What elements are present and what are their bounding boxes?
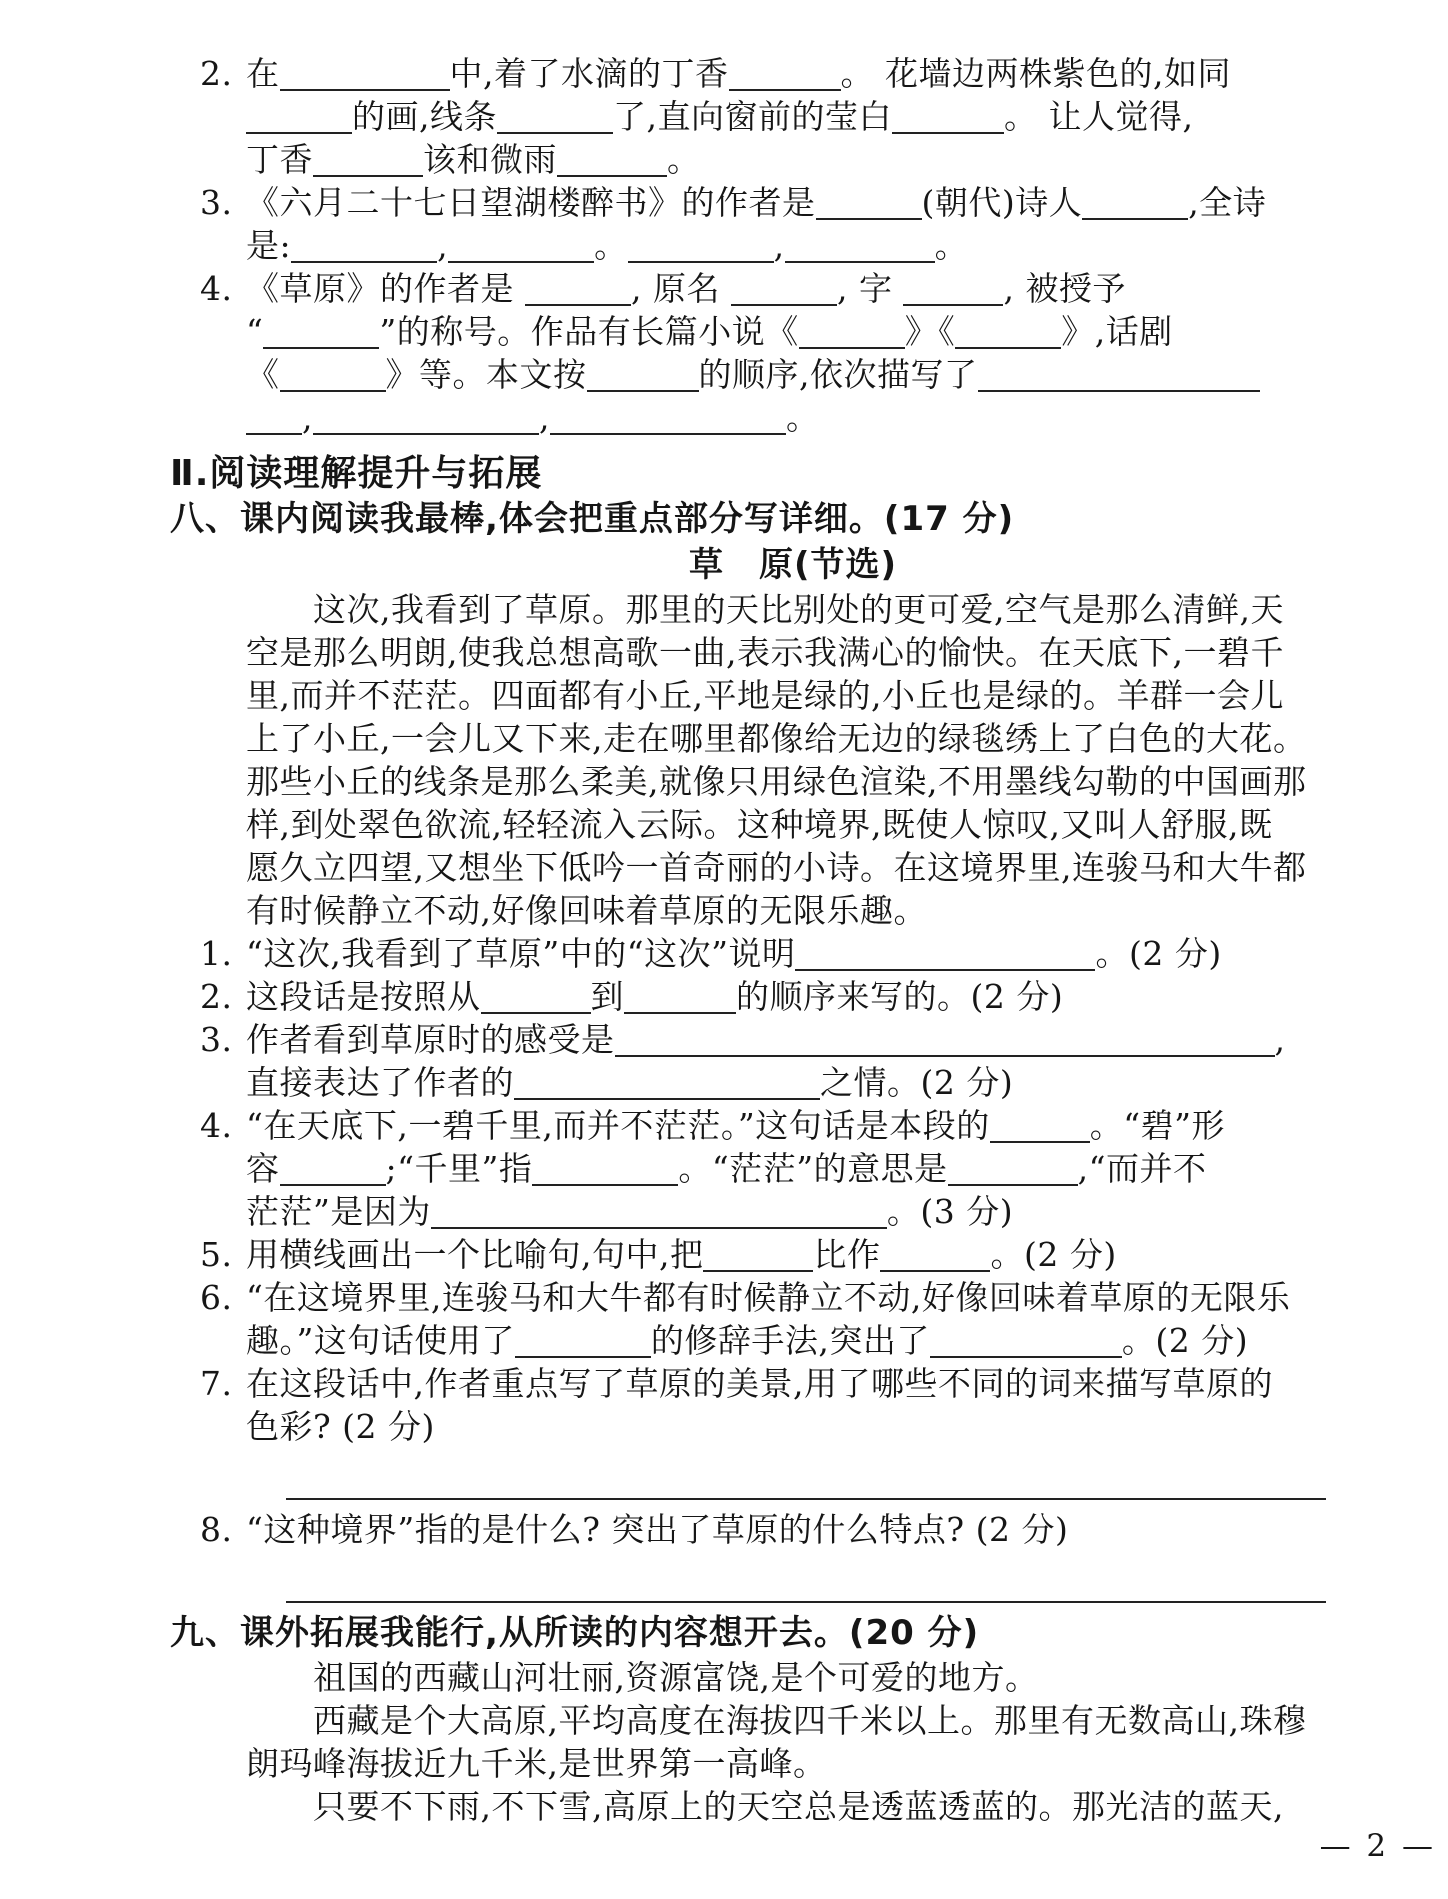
question-number: 3.	[200, 183, 233, 222]
fill-in-blank	[313, 143, 423, 177]
fill-in-blank	[785, 229, 935, 263]
text-line	[200, 1276, 1340, 1319]
passage-line: 空是那么明朗,使我总想高歌一曲,表示我满心的愉快。在天底下,一碧千	[246, 633, 1284, 672]
fill-in-blank	[1082, 186, 1188, 220]
text-segment: 该和微雨	[423, 140, 557, 179]
text-segment: 。	[667, 140, 701, 179]
fill-in-blank	[816, 186, 922, 220]
text-line	[246, 353, 1340, 396]
passage-paragraph	[246, 1656, 1340, 1828]
text-segment: ,	[539, 398, 550, 437]
text-segment: “这次,我看到了草原”中的“这次”说明	[246, 934, 796, 973]
text-segment: ,	[302, 398, 313, 437]
fill-in-blank	[930, 1324, 1122, 1358]
answer-line	[286, 1587, 1326, 1603]
text-segment: 比作	[813, 1235, 881, 1274]
fill-in-blank	[615, 1023, 1275, 1057]
text-segment: 容	[246, 1149, 280, 1188]
text-segment: ,	[437, 226, 449, 265]
answer-line	[286, 1484, 1326, 1500]
fill-in-blank	[550, 401, 786, 435]
question-item	[200, 975, 1340, 1018]
text-segment: ,全诗	[1188, 183, 1267, 222]
fill-in-blank	[990, 1109, 1090, 1143]
text-segment: 是:	[246, 226, 292, 265]
text-segment: 直接表达了作者的	[246, 1063, 514, 1102]
text-line	[246, 1405, 1340, 1448]
fill-in-blank	[481, 980, 591, 1014]
text-line	[200, 52, 1340, 95]
text-line	[246, 138, 1340, 181]
question-item	[200, 932, 1340, 975]
text-segment: 作者看到草原时的感受是	[246, 1020, 615, 1059]
text-segment: “在这境界里,连骏马和大牛都有时候静立不动,好像回味着草原的无限乐	[246, 1278, 1291, 1317]
text-line	[200, 932, 1340, 975]
text-segment: ;“千里”指	[385, 1149, 533, 1188]
text-segment: 中,着了水滴的丁香	[449, 54, 729, 93]
text-segment: 。 让人觉得,	[1004, 97, 1194, 136]
text-segment: 。(3 分)	[886, 1192, 1014, 1231]
passage-line: 西藏是个大高原,平均高度在海拔四千米以上。那里有无数高山,珠穆	[246, 1701, 1307, 1740]
fill-in-blank	[795, 937, 1095, 971]
text-segment: , 原名	[631, 269, 731, 308]
text-segment: 。(2 分)	[990, 1235, 1117, 1274]
page-number: — 2 —	[1319, 1828, 1436, 1864]
text-segment: 。(2 分)	[1121, 1321, 1249, 1360]
passage-line: 朗玛峰海拔近九千米,是世界第一高峰。	[246, 1744, 827, 1783]
question-item	[200, 1276, 1340, 1362]
text-segment: 。“茫茫”的意思是	[678, 1149, 948, 1188]
question-item	[200, 1362, 1340, 1448]
text-line	[200, 975, 1340, 1018]
fill-in-blank	[431, 1195, 887, 1229]
passage-title: 草 原(节选)	[688, 545, 898, 585]
text-segment: 在	[246, 54, 280, 93]
fill-in-blank	[280, 1152, 386, 1186]
text-line	[200, 1508, 1340, 1551]
text-segment: 《	[246, 355, 280, 394]
text-line	[200, 1018, 1340, 1061]
text-line	[246, 95, 1340, 138]
text-line	[246, 396, 1340, 439]
passage-line: 祖国的西藏山河壮丽,资源富饶,是个可爱的地方。	[246, 1658, 1039, 1697]
fill-in-blank	[557, 143, 667, 177]
fill-in-blank	[532, 1152, 678, 1186]
text-segment: 《六月二十七日望湖楼醉书》的作者是	[246, 183, 816, 222]
fill-in-blank	[729, 57, 841, 91]
fill-in-blank	[892, 100, 1004, 134]
text-segment: 这段话是按照从	[246, 977, 481, 1016]
text-segment: 的修辞手法,突出了	[650, 1321, 930, 1360]
text-line	[200, 1233, 1340, 1276]
fill-in-blank	[246, 100, 352, 134]
passage-line: 这次,我看到了草原。那里的天比别处的更可爱,空气是那么清鲜,天	[246, 590, 1284, 629]
fill-in-blank	[291, 229, 437, 263]
section-heading: Ⅱ.阅读理解提升与拓展	[170, 453, 543, 494]
fill-in-blank	[448, 229, 594, 263]
question-number: 2.	[200, 54, 233, 93]
question-item	[200, 1018, 1340, 1104]
text-segment: ”的称号。作品有长篇小说《	[379, 312, 799, 351]
text-segment: “这种境界”指的是什么? 突出了草原的什么特点? (2 分)	[246, 1510, 1069, 1549]
text-line	[246, 1319, 1340, 1362]
text-line	[246, 1190, 1340, 1233]
question-item	[200, 181, 1340, 267]
text-segment: 在这段话中,作者重点写了草原的美景,用了哪些不同的词来描写草原的	[246, 1364, 1273, 1403]
passage-line: 里,而并不茫茫。四面都有小丘,平地是绿的,小丘也是绿的。羊群一会儿	[246, 676, 1284, 715]
fill-in-blank	[628, 229, 774, 263]
question-number: 4.	[200, 269, 233, 308]
fill-in-blank	[880, 1238, 990, 1272]
text-segment: 》,话剧	[1061, 312, 1173, 351]
fill-in-blank	[497, 100, 613, 134]
fill-in-blank	[525, 272, 631, 306]
passage-paragraph	[246, 588, 1340, 932]
question-number: 5.	[200, 1235, 233, 1274]
question-number: 6.	[200, 1278, 233, 1317]
text-segment: 。(2 分)	[1095, 934, 1222, 973]
passage-line: 那些小丘的线条是那么柔美,就像只用绿色渲染,不用墨线勾勒的中国画那	[246, 762, 1307, 801]
fill-in-blank	[978, 358, 1260, 392]
text-segment: ,“而并不	[1077, 1149, 1207, 1188]
question-number: 2.	[200, 977, 233, 1016]
question-number: 4.	[200, 1106, 233, 1145]
passage-line: 有时候静立不动,好像回味着草原的无限乐趣。	[246, 891, 927, 930]
fill-in-blank	[280, 358, 386, 392]
fill-in-blank	[280, 57, 450, 91]
text-segment: , 字	[836, 269, 904, 308]
question-number: 7.	[200, 1364, 233, 1403]
fill-in-blank	[731, 272, 837, 306]
text-segment: 》《	[904, 312, 956, 351]
text-segment: 的顺序,依次描写了	[698, 355, 978, 394]
question-item	[200, 1104, 1340, 1233]
question-item	[200, 267, 1340, 439]
text-segment: “在天底下,一碧千里,而并不茫茫。”这句话是本段的	[246, 1106, 990, 1145]
question-item	[200, 1233, 1340, 1276]
fill-in-blank	[515, 1324, 651, 1358]
text-line	[246, 224, 1340, 267]
subsection-heading: 八、课内阅读我最棒,体会把重点部分写详细。(17 分)	[170, 499, 1015, 539]
text-segment: 色彩? (2 分)	[246, 1407, 435, 1446]
text-segment: 趣。”这句话使用了	[246, 1321, 515, 1360]
fill-in-blank	[514, 1066, 820, 1100]
text-segment: (朝代)诗人	[921, 183, 1083, 222]
text-segment: 用横线画出一个比喻句,句中,把	[246, 1235, 704, 1274]
passage-line: 上了小丘,一会儿又下来,走在哪里都像给无边的绿毯绣上了白色的大花。	[246, 719, 1307, 758]
fill-in-blank	[948, 1152, 1078, 1186]
question-number: 3.	[200, 1020, 233, 1059]
text-line	[246, 1061, 1340, 1104]
text-segment: “	[246, 312, 264, 351]
passage-line: 只要不下雨,不下雪,高原上的天空总是透蓝透蓝的。那光洁的蓝天,	[246, 1787, 1284, 1826]
text-segment: 的顺序来写的。(2 分)	[736, 977, 1064, 1016]
text-segment: 茫茫”是因为	[246, 1192, 431, 1231]
text-segment: 。“碧”形	[1089, 1106, 1225, 1145]
text-segment: 丁香	[246, 140, 313, 179]
text-segment: 了,直向窗前的莹白	[613, 97, 892, 136]
text-segment: ,	[1274, 1020, 1286, 1059]
text-line	[200, 267, 1340, 310]
fill-in-blank	[799, 315, 905, 349]
fill-in-blank	[903, 272, 1003, 306]
text-segment: 》等。本文按	[385, 355, 587, 394]
fill-in-blank	[703, 1238, 813, 1272]
text-segment: ,	[773, 226, 785, 265]
passage-line: 样,到处翠色欲流,轻轻流入云际。这种境界,既使人惊叹,又叫人舒服,既	[246, 805, 1273, 844]
fill-in-blank	[955, 315, 1061, 349]
question-item	[200, 52, 1340, 181]
text-segment: , 被授予	[1003, 269, 1126, 308]
text-segment: 《草原》的作者是	[246, 269, 525, 308]
text-segment: 。	[786, 398, 820, 437]
question-number: 8.	[200, 1510, 233, 1549]
exam-content	[0, 52, 1448, 1828]
fill-in-blank	[587, 358, 699, 392]
text-segment: 的画,线条	[352, 97, 497, 136]
fill-in-blank	[313, 401, 539, 435]
fill-in-blank	[624, 980, 736, 1014]
subsection-heading: 九、课外拓展我能行,从所读的内容想开去。(20 分)	[170, 1613, 980, 1653]
fill-in-blank	[246, 401, 302, 435]
text-line	[200, 181, 1340, 224]
question-item	[200, 1508, 1340, 1551]
text-line	[246, 1147, 1340, 1190]
passage-line: 愿久立四望,又想坐下低吟一首奇丽的小诗。在这境界里,连骏马和大牛都	[246, 848, 1307, 887]
question-number: 1.	[200, 934, 233, 973]
text-segment: 。 花墙边两株紫色的,如同	[840, 54, 1231, 93]
text-line	[200, 1104, 1340, 1147]
text-line	[246, 310, 1340, 353]
fill-in-blank	[263, 315, 379, 349]
text-segment: 。	[934, 226, 969, 265]
text-segment: 之情。(2 分)	[820, 1063, 1014, 1102]
text-line	[200, 1362, 1340, 1405]
text-segment: 。	[594, 226, 628, 265]
text-segment: 到	[590, 977, 624, 1016]
